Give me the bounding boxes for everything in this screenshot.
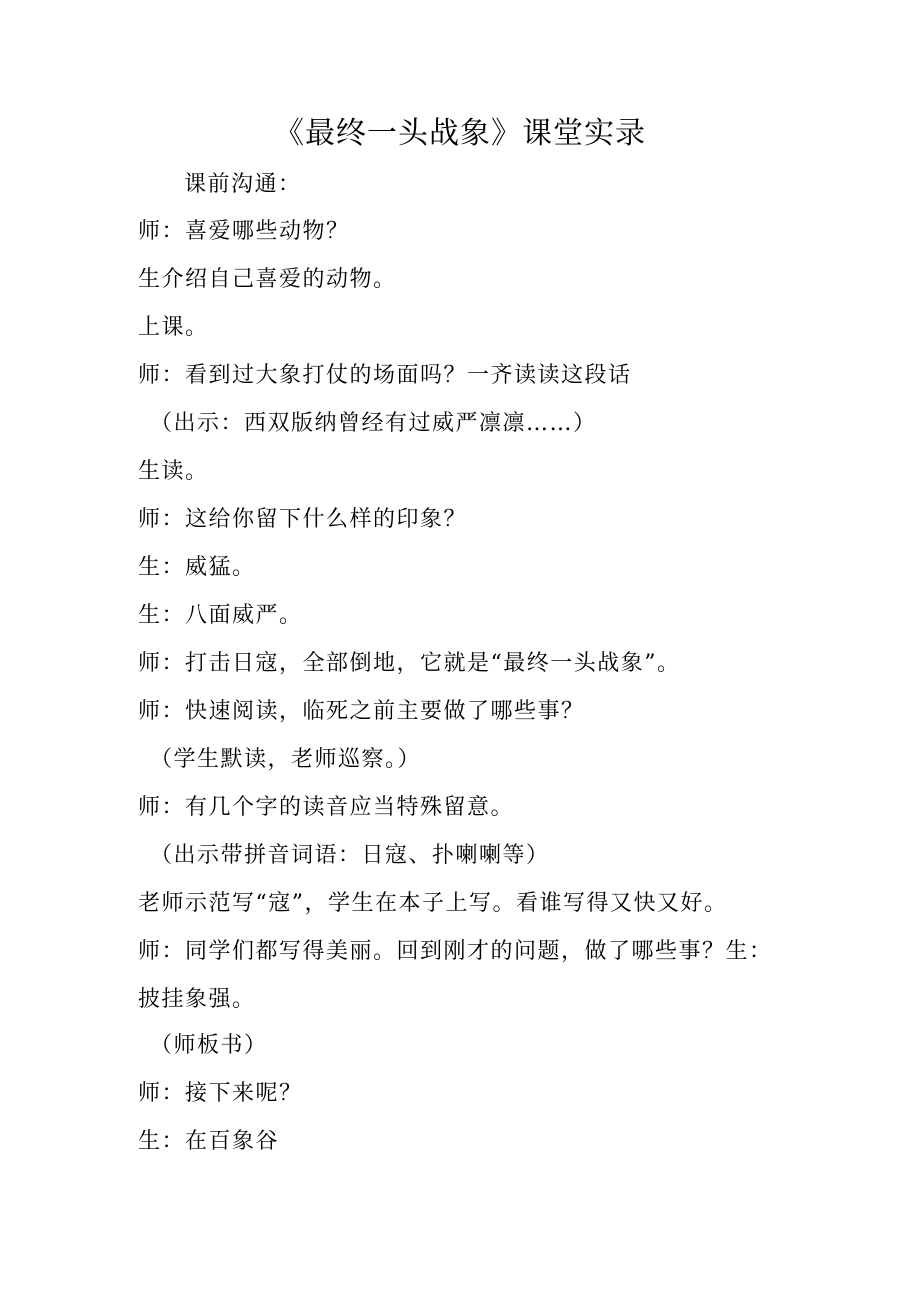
paragraph-line: 师：接下来呢？ — [138, 1081, 303, 1106]
paragraph-line: 师：喜爱哪些动物？ — [138, 219, 350, 244]
paragraph-line: 生：在百象谷 — [138, 1129, 280, 1154]
paragraph-line: 生介绍自己喜爱的动物。 — [138, 267, 397, 292]
paragraph-line: 课前沟通： — [184, 172, 302, 197]
paragraph-line: （学生默读，老师巡察。） — [150, 747, 422, 772]
paragraph-line: 上课。 — [138, 315, 209, 340]
document-title: 《最终一头战象》课堂实录 — [274, 116, 646, 151]
paragraph-line: （出示：西双版纳曾经有过威严凛凛……） — [150, 411, 597, 436]
paragraph-line: 师：看到过大象打仗的场面吗？一齐读读这段话 — [138, 363, 632, 388]
paragraph-line: 披挂象强。 — [138, 987, 256, 1012]
paragraph-line: 生读。 — [138, 459, 209, 484]
paragraph-line: 师：有几个字的读音应当特殊留意。 — [138, 795, 515, 820]
paragraph-line: 师：这给你留下什么样的印象？ — [138, 507, 468, 532]
paragraph-line: 师：打击日寇，全部倒地，它就是“最终一头战象”。 — [138, 651, 681, 676]
paragraph-line: 师：快速阅读，临死之前主要做了哪些事？ — [138, 699, 585, 724]
paragraph-line: 老师示范写“寇”，学生在本子上写。看谁写得又快又好。 — [138, 891, 728, 916]
paragraph-line: （师板书） — [150, 1033, 268, 1058]
paragraph-line: （出示带拼音词语：日寇、扑喇喇等） — [150, 843, 550, 868]
paragraph-line: 生：八面威严。 — [138, 603, 303, 628]
paragraph-line: 师：同学们都写得美丽。回到刚才的问题，做了哪些事？生： — [138, 939, 773, 964]
paragraph-line: 生：威猛。 — [138, 555, 256, 580]
